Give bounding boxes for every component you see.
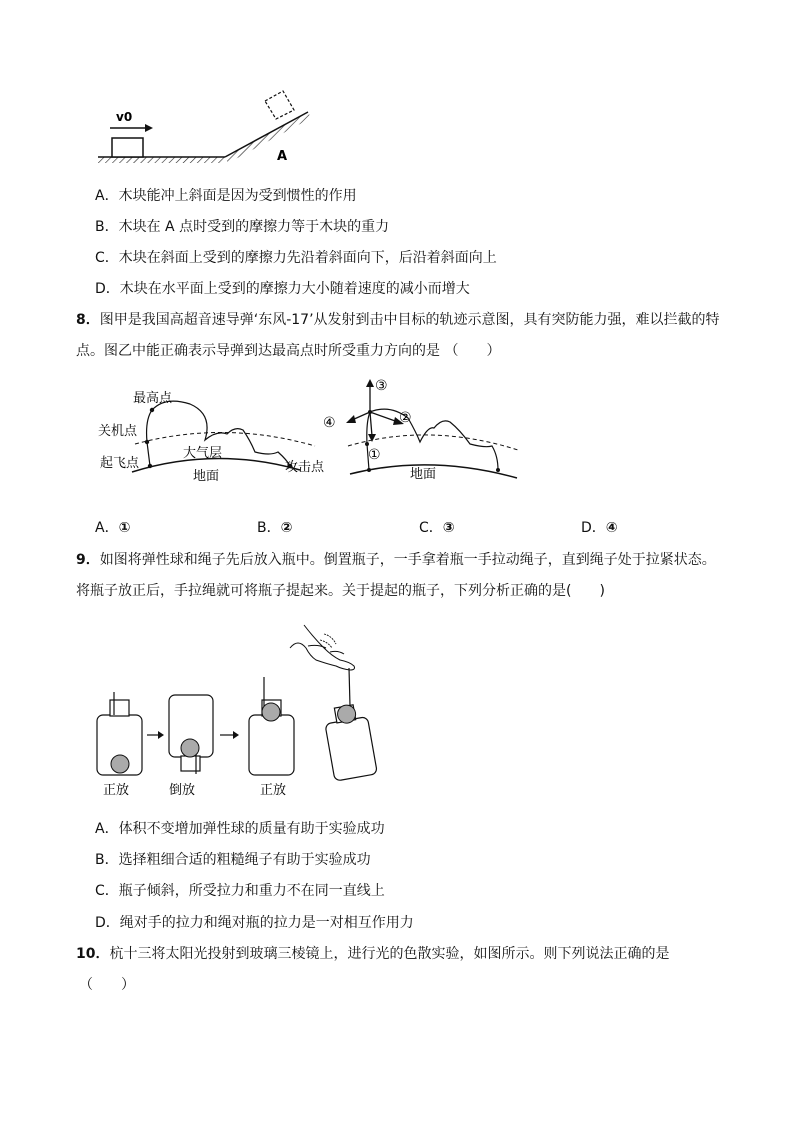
highest-point xyxy=(150,408,154,412)
ramp-hatch xyxy=(225,112,311,163)
label-shutdown: 关机点 xyxy=(98,424,138,439)
ramp-figure xyxy=(95,88,325,173)
label-attack: 攻击点 xyxy=(285,460,325,475)
bottle-3-ball xyxy=(262,703,280,721)
q8-choice-b: B．② xyxy=(257,520,293,536)
ground-hatch xyxy=(98,157,225,163)
label-atmosphere: 大气层 xyxy=(183,446,223,461)
shutdown-point xyxy=(145,440,149,444)
attack-point xyxy=(496,468,500,472)
trajectory-figure-yi xyxy=(320,374,530,512)
velocity-arrow-head xyxy=(145,124,153,132)
point-a-label: A xyxy=(277,149,288,164)
label-inverted: 倒放 xyxy=(169,783,196,798)
q9-option-a: A．体积不变增加弹性球的质量有助于实验成功 xyxy=(95,821,385,837)
q9-option-d: D．绳对手的拉力和绳对瓶的拉力是一对相互作用力 xyxy=(95,915,414,931)
trajectory-figure-jia xyxy=(95,382,345,512)
label-arrow-3: ③ xyxy=(375,378,388,394)
arrow-2 xyxy=(370,412,398,422)
label-arrow-1: ① xyxy=(368,447,381,463)
bottle-1-ball xyxy=(111,755,129,773)
q8-stem-line2: 点。图乙中能正确表示导弹到达最高点时所受重力方向的是 （ ） xyxy=(76,343,501,359)
wood-block xyxy=(112,138,143,157)
label-takeoff: 起飞点 xyxy=(100,456,140,471)
q7-option-a: A．木块能冲上斜面是因为受到惯性的作用 xyxy=(95,188,357,204)
q10-number: 10． xyxy=(76,946,110,962)
bottle-4-rope xyxy=(349,668,350,706)
step-arrow-2-head xyxy=(233,731,239,739)
q7-option-d: D．木块在水平面上受到的摩擦力大小随着速度的减小而增大 xyxy=(95,281,470,297)
atmosphere-boundary xyxy=(135,432,315,446)
label-arrow-4: ④ xyxy=(323,415,336,431)
label-upright-1: 正放 xyxy=(103,783,130,798)
q10-stem-line2: （ ） xyxy=(79,977,135,993)
arrow-3-head xyxy=(366,379,374,387)
q8-choice-a: A．① xyxy=(95,520,131,536)
bottle-4-body xyxy=(325,717,377,782)
label-ground: 地面 xyxy=(410,467,437,482)
q9-text-1: 如图将弹性球和绳子先后放入瓶中。倒置瓶子，一手拿着瓶一手拉动绳子，直到绳子处于拉紧状态。 xyxy=(99,552,716,568)
q10-stem-line1 xyxy=(76,944,669,964)
label-highest: 最高点 xyxy=(133,391,173,406)
hand-icon xyxy=(290,625,355,670)
q8-stem-line1 xyxy=(76,310,720,330)
q8-choice-d: D．④ xyxy=(581,520,618,536)
bottle-1-neck xyxy=(110,700,129,716)
step-arrow-1-head xyxy=(158,731,164,739)
q7-option-b: B．木块在 A 点时受到的摩擦力等于木块的重力 xyxy=(95,219,390,235)
q9-option-c: C．瓶子倾斜，所受拉力和重力不在同一直线上 xyxy=(95,883,385,899)
v0-label: v0 xyxy=(116,110,133,124)
label-ground: 地面 xyxy=(193,469,220,484)
dashed-block xyxy=(265,91,294,119)
label-upright-2: 正放 xyxy=(260,783,287,798)
q9-stem-line1 xyxy=(76,550,716,570)
label-arrow-2: ② xyxy=(399,410,412,426)
q8-text-1: 图甲是我国高超音速导弹‘东风-17’从发射到击中目标的轨迹示意图，具有突防能力强，难以拦截的特 xyxy=(99,312,720,328)
bottle-2-ball xyxy=(181,739,199,757)
q8-choice-c: C．③ xyxy=(419,520,455,536)
bottle-figure xyxy=(92,620,387,805)
arrow-1 xyxy=(370,412,372,436)
q9-option-b: B．选择粗细合适的粗糙绳子有助于实验成功 xyxy=(95,852,371,868)
bottle-4 xyxy=(322,702,377,781)
shutdown-point xyxy=(365,442,369,446)
q8-number: 8． xyxy=(76,312,100,328)
bottle-2-neck xyxy=(181,756,200,771)
takeoff-point xyxy=(148,464,152,468)
ramp-line xyxy=(225,112,308,157)
q9-number: 9． xyxy=(76,552,100,568)
bottle-3-body xyxy=(249,715,294,775)
takeoff-point xyxy=(367,468,371,472)
arrow-4-head xyxy=(346,415,356,423)
q9-stem-line2: 将瓶子放正后，手拉绳就可将瓶子提起来。关于提起的瓶子，下列分析正确的是( ) xyxy=(76,583,605,599)
q7-option-c: C．木块在斜面上受到的摩擦力先沿着斜面向下，后沿着斜面向上 xyxy=(95,250,497,266)
q10-text-1: 杭十三将太阳光投射到玻璃三棱镜上，进行光的色散实验，如图所示。则下列说法正确的是 xyxy=(109,946,670,962)
